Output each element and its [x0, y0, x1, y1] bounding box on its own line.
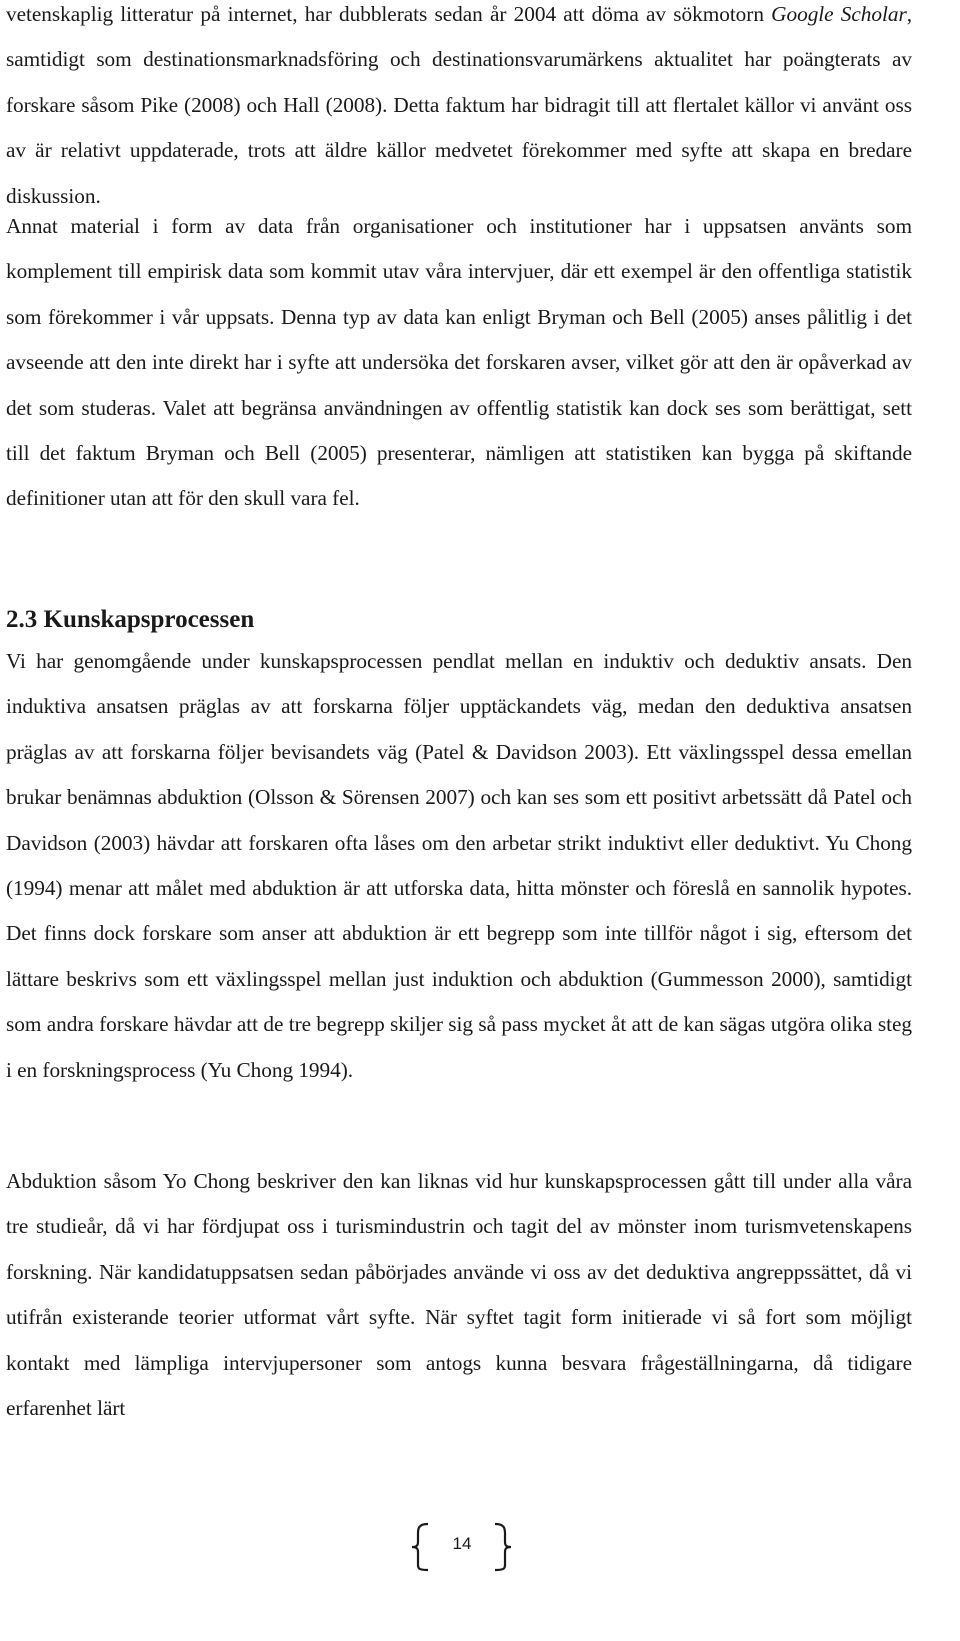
section-heading: 2.3 Kunskapsprocessen [6, 606, 255, 633]
page-footer [0, 1522, 960, 1572]
paragraph-knowledge-process: Vi har genomgående under kunskapsprocessen pendlat mellan en induktiv och deduktiv ansats. Den induktiva ansatsen präglas av att forskarna följer upptäckandets väg, medan den deduktiva ansatsen präglas av att forskarna följer bevisandets väg (Patel & Davidson 2003). Ett växlingsspel dessa emellan brukar benämnas abduktion (Olsson & Sörensen 2007) och kan ses som ett positivt arbetssätt då Patel och Davidson (2003) hävdar att forskaren ofta låses om den arbetar strikt induktivt eller deduktivt. Yu Chong (1994) menar att målet med abduktion är att utforska data, hitta mönster och föreslå en sannolik hypotes. Det finns dock forskare som anser att abduktion är ett begrepp som inte tillför något i sig, eftersom det lättare beskrivs som ett växlingsspel mellan just induktion och abduktion (Gummesson 2000), samtidigt som andra forskare hävdar att de tre begrepp skiljer sig så pass mycket åt att de kan sägas utgöra olika steg i en forskningsprocess (Yu Chong 1994). [6, 649, 912, 1082]
paragraph-literature [6, 0, 912, 219]
paragraph-literature-text-b: , samtidigt som destinationsmarknadsföring och destinationsvarumärkens aktualitet har poängterats av forskare såsom Pike (2008) och Hall (2008). Detta faktum har bidragit till att flertalet källor vi använt oss av är relativt uppdaterade, trots att äldre källor medvetet förekommer med syfte att skapa en bredare diskussion. [6, 2, 912, 208]
paragraph-literature-italic: Google Scholar [771, 2, 907, 26]
paragraph-secondary-data: Annat material i form av data från organisationer och institutioner har i uppsatsen använts som komplement till empirisk data som kommit utav våra intervjuer, där ett exempel är den offentliga statistik som förekommer i vår uppsats. Denna typ av data kan enligt Bryman och Bell (2005) anses pålitlig i det avseende att den inte direkt har i syfte att undersöka det forskaren avser, vilket gör att den är opåverkad av det som studeras. Valet att begränsa användningen av offentlig statistik kan dock ses som berättigat, sett till det faktum Bryman och Bell (2005) presenterar, nämligen att statistiken kan bygga på skiftande definitioner utan att för den skull vara fel. [6, 214, 912, 511]
page-number: 14 [452, 1534, 472, 1553]
paragraph-abduction: Abduktion såsom Yo Chong beskriver den kan liknas vid hur kunskapsprocessen gått till under alla våra tre studieår, då vi har fördjupat oss i turismindustrin och tagit del av mönster inom turismvetenskapens forskning. När kandidatuppsatsen sedan påbörjades använde vi oss av det deduktiva angreppssättet, då vi utifrån existerande teorier utformat vårt syfte. När syftet tagit form initierade vi så fort som möjligt kontakt med lämpliga intervjupersoner som antogs kunna besvara frågeställningarna, då tidigare erfarenhet lärt [6, 1169, 912, 1421]
paragraph-literature-text-a: vetenskaplig litteratur på internet, har dubblerats sedan år 2004 att döma av sökmotorn [6, 2, 772, 26]
